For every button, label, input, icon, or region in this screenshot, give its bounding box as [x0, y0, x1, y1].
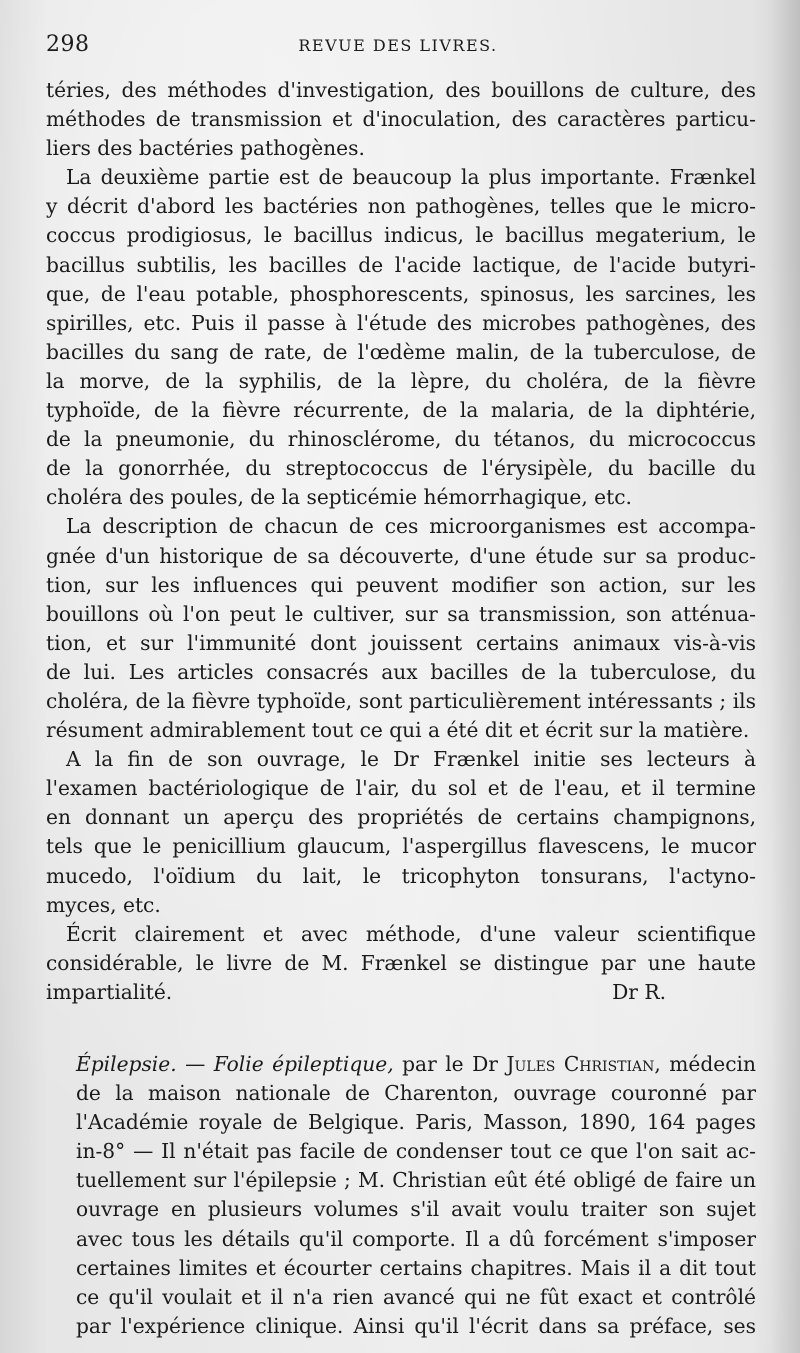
text-line: tion, sur les influences qui peuvent modifier son action, sur les — [46, 572, 756, 597]
text-line: choléra, de la fièvre typhoïde, sont particulièrement intéressants ; ils — [46, 688, 756, 713]
text-line: en donnant un aperçu des propriétés de certains champignons, — [46, 805, 756, 830]
text-line: A la fin de son ouvrage, le Dr Frænkel initie ses lecteurs à — [66, 747, 756, 772]
text-line: la morve, de la syphilis, de la lèpre, du choléra, de la fièvre — [46, 368, 756, 393]
text-line: que, de l'eau potable, phosphorescents, spinosus, les sarcines, les — [46, 281, 756, 306]
text-line: myces, etc. — [46, 892, 161, 917]
page-number: 298 — [46, 32, 90, 57]
review-heading-line — [46, 1050, 756, 1079]
text-line: bouillons où l'on peut le cultiver, sur sa transmission, son atténua- — [46, 601, 756, 626]
text-line: coccus prodigiosus, le bacillus indicus, le bacillus megaterium, le — [46, 223, 756, 248]
text-line: spirilles, etc. Puis il passe à l'étude des microbes pathogènes, des — [46, 310, 756, 335]
text-line: méthodes de transmission et d'inoculation, des caractères particu- — [46, 107, 756, 132]
text-line: ce qu'il voulait et il n'a rien avancé qui ne fût exact et contrôlé — [76, 1284, 756, 1309]
page-edge-shadow — [770, 0, 800, 1353]
text-line: La deuxième partie est de beaucoup la plus importante. Frænkel — [66, 165, 756, 190]
text-line: Écrit clairement et avec méthode, d'une valeur scientifique — [66, 921, 756, 946]
text-line: typhoïde, de la fièvre récurrente, de la malaria, de la diphtérie, — [46, 398, 756, 423]
review-christian — [46, 1050, 756, 1341]
text-line: choléra des poules, de la septicémie hémorrhagique, etc. — [46, 485, 632, 510]
text-line: La description de chacun de ces microorganismes est accompa- — [66, 514, 756, 539]
text-line: bacillus subtilis, les bacilles de l'acide lactique, de l'acide butyri- — [46, 252, 756, 277]
text-line: impartialité. — [46, 979, 173, 1004]
review-frankel — [46, 76, 756, 1007]
text-line: de la maison nationale de Charenton, ouvrage couronné par — [76, 1081, 756, 1106]
text-line: tion, et sur l'immunité dont jouissent certains animaux vis-à-vis — [46, 630, 756, 655]
page-header — [46, 32, 750, 62]
text-line: y décrit d'abord les bactéries non pathogènes, telles que le micro- — [46, 194, 756, 219]
running-head: REVUE DES LIVRES. — [298, 36, 498, 55]
heading-by: par le Dr — [393, 1052, 507, 1076]
review-signature: Dr R. — [612, 979, 666, 1004]
heading-dash: — — [176, 1052, 214, 1076]
signature-line — [46, 978, 756, 1007]
review-topic: Épilepsie. — [76, 1052, 177, 1076]
text-line: in-8° — Il n'était pas facile de condenser tout ce que l'on sait ac- — [76, 1139, 756, 1164]
text-line: mucedo, l'oïdium du lait, le tricophyton tonsurans, l'actyno- — [46, 863, 756, 888]
text-line: résument admirablement tout ce qui a été dit et écrit sur la matière. — [46, 718, 750, 743]
text-line: gnée d'un historique de sa découverte, d'une étude sur sa produc- — [46, 543, 756, 568]
text-line: certaines limites et écourter certains chapitres. Mais il a dit tout — [76, 1255, 756, 1280]
text-line: tels que le penicillium glaucum, l'aspergillus flavescens, le mucor — [46, 834, 756, 859]
review-work-title: Folie épileptique, — [213, 1052, 394, 1076]
body-text — [46, 76, 756, 1341]
text-line: ouvrage en plusieurs volumes s'il avait voulu traiter son sujet — [76, 1197, 756, 1222]
text-line: liers des bactéries pathogènes. — [46, 136, 365, 161]
text-line: de lui. Les articles consacrés aux bacilles de la tuberculose, du — [46, 659, 756, 684]
text-line: bacilles du sang de rate, de l'œdème malin, de la tuberculose, de — [46, 339, 756, 364]
text-line: de la pneumonie, du rhinosclérome, du tétanos, du micrococcus — [46, 427, 756, 452]
text-line: de la gonorrhée, du streptococcus de l'érysipèle, du bacille du — [46, 456, 756, 481]
text-line: tuellement sur l'épilepsie ; M. Christian eût été obligé de faire un — [76, 1168, 756, 1193]
text-line: l'Académie royale de Belgique. Paris, Masson, 1890, 164 pages — [76, 1110, 756, 1135]
section-gap — [46, 1007, 756, 1050]
review-author: Jules Christian, — [506, 1052, 661, 1076]
text-line: avec tous les détails qu'il comporte. Il a dû forcément s'imposer — [76, 1226, 756, 1251]
text-line: considérable, le livre de M. Frænkel se distingue par une haute — [46, 950, 756, 975]
text-line: téries, des méthodes d'investigation, des bouillons de culture, des — [46, 78, 756, 102]
text-line: l'examen bactériologique de l'air, du sol et de l'eau, et il termine — [46, 776, 756, 801]
heading-rest: médecin — [660, 1052, 756, 1076]
text-line: par l'expérience clinique. Ainsi qu'il l'écrit dans sa préface, ses — [76, 1313, 756, 1338]
